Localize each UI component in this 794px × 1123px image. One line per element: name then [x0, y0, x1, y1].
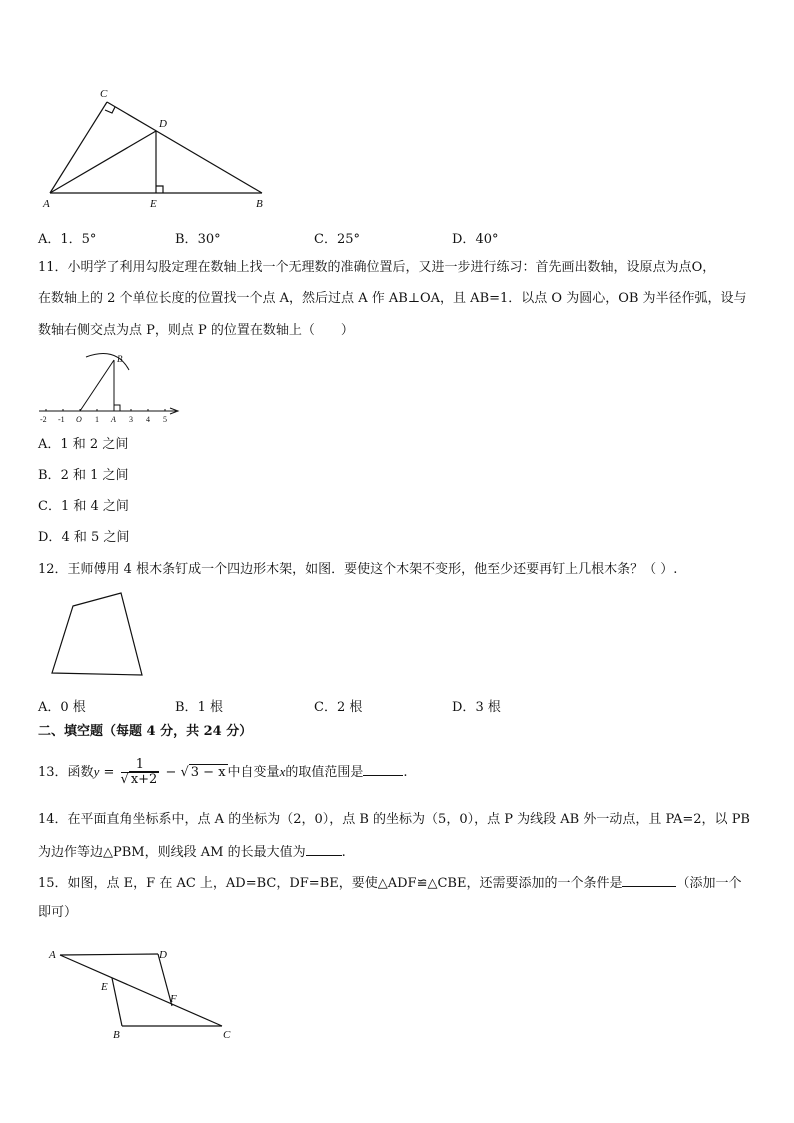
- label-b: B: [256, 198, 263, 210]
- q10-option-b[interactable]: B．30°: [175, 232, 221, 247]
- parallelogram-figure-q15: [40, 940, 250, 1050]
- q11-option-c[interactable]: C．1 和 4 之间: [38, 499, 129, 514]
- right-angle-mark-e: [156, 186, 163, 193]
- q13-question: 13．函数y = $\frac{1}{√ x+2}$ − √ 3 − x 中自变量x的取值范围是 .: [38, 757, 408, 787]
- q12-question: 12．王师傅用 4 根木条钉成一个四边形木架，如图．要使这个木架不变形，他至少还要再钉上几根木条？（ ）.: [38, 562, 678, 577]
- q11-line-3: 数轴右侧交点为点 P，则点 P 的位置在数轴上（ ）: [38, 323, 354, 338]
- svg-text:5: 5: [163, 415, 167, 424]
- q14-line-1: 14．在平面直角坐标系中，点 A 的坐标为（2，0），点 B 的坐标为（5，0），点 P 为线段 AB 外一动点，且 PA=2，以 PB: [38, 812, 750, 827]
- q13-sqrt: √ 3 − x: [180, 765, 226, 780]
- q10-option-a[interactable]: A．1．5°: [38, 232, 97, 247]
- q11-option-a[interactable]: A．1 和 2 之间: [38, 437, 129, 452]
- q12-option-d[interactable]: D．3 根: [452, 700, 501, 715]
- label-e: E: [150, 198, 157, 210]
- label-a: A: [49, 949, 56, 961]
- right-angle-mark-c: [105, 107, 115, 113]
- label-d: D: [159, 118, 167, 130]
- segment-ac: [60, 955, 222, 1026]
- label-b: B: [117, 354, 123, 364]
- svg-text:-2: -2: [40, 415, 47, 424]
- q11-option-d[interactable]: D．4 和 5 之间: [38, 530, 130, 545]
- q15-line-1: 15．如图，点 E，F 在 AC 上，AD=BC，DF=BE，要使△ADF≌△CBE，还需要添加的一个条件是 （添加一个: [38, 872, 741, 894]
- quadrilateral-frame: [52, 593, 142, 675]
- q14-answer-blank[interactable]: [306, 841, 342, 856]
- q11-option-b[interactable]: B．2 和 1 之间: [38, 468, 129, 483]
- q10-option-d[interactable]: D．40°: [452, 232, 499, 247]
- q13-answer-blank[interactable]: [363, 761, 403, 776]
- svg-text:A: A: [111, 415, 116, 424]
- label-d: D: [159, 949, 167, 961]
- label-f: F: [170, 993, 177, 1005]
- segment-ac: [50, 102, 107, 193]
- number-line-figure-q11: [36, 348, 186, 428]
- q15-line-2: 即可）: [38, 905, 78, 920]
- label-e: E: [101, 981, 108, 993]
- svg-text:1: 1: [95, 415, 99, 424]
- arc-ob: [86, 354, 129, 370]
- label-c: C: [100, 88, 108, 100]
- label-c: C: [223, 1029, 231, 1041]
- segment-eb: [112, 978, 122, 1026]
- section-heading-fill-in: 二、填空题（每题 4 分，共 24 分）: [38, 724, 253, 739]
- q10-options: [38, 228, 598, 248]
- q10-option-c[interactable]: C．25°: [314, 232, 360, 247]
- svg-text:3: 3: [129, 415, 133, 424]
- label-b: B: [113, 1029, 120, 1041]
- segment-ad: [50, 131, 156, 193]
- svg-text:-1: -1: [58, 415, 65, 424]
- segment-ob: [80, 360, 114, 411]
- right-angle-mark: [114, 405, 120, 411]
- svg-text:O: O: [76, 415, 82, 424]
- label-a: A: [43, 198, 50, 210]
- q12-options: [38, 696, 598, 716]
- q15-answer-blank[interactable]: [622, 872, 676, 887]
- q11-line-1: 11．小明学了利用勾股定理在数轴上找一个无理数的准确位置后，又进一步进行练习：首先画出数轴，设原点为点O，: [38, 260, 716, 275]
- q12-option-b[interactable]: B．1 根: [175, 700, 223, 715]
- svg-text:4: 4: [146, 415, 150, 424]
- segment-cb: [107, 102, 262, 193]
- q11-line-2: 在数轴上的 2 个单位长度的位置找一个点 A，然后过点 A 作 AB⊥OA，且 AB=1．以点 O 为圆心，OB 为半径作弧，设与: [38, 291, 747, 306]
- triangle-figure-q10: [30, 80, 290, 215]
- q14-line-2: 为边作等边△PBM，则线段 AM 的长最大值为 .: [38, 841, 346, 863]
- q13-fraction: $\frac{1}{√ x+2}$: [120, 757, 158, 787]
- segment-ad: [60, 954, 158, 955]
- q12-option-c[interactable]: C．2 根: [314, 700, 363, 715]
- quadrilateral-figure-q12: [48, 590, 148, 680]
- q12-option-a[interactable]: A．0 根: [38, 700, 86, 715]
